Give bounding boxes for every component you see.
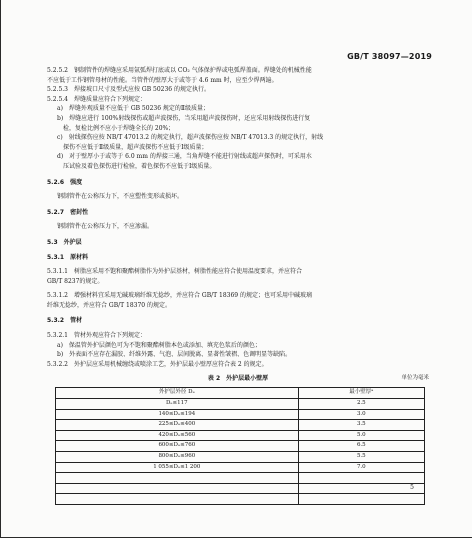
table-cell: 7.0 <box>298 462 424 473</box>
heading-5-2-7: 5.2.7 密封性 <box>47 208 89 216</box>
clause-5-3-1-1: 5.3.1.1 树脂应采用不饱和聚酯树脂作为外护层基材，树脂性能应符合使用温度要求，并应符合 <box>47 268 302 276</box>
min-wall-thickness-table <box>55 387 425 505</box>
table-cell <box>298 494 424 505</box>
table-row <box>56 473 425 484</box>
table-row <box>56 462 425 473</box>
clause-5-3-1-2: 5.3.1.2 增强材料宜采用无碱玻璃纤维无捻纱，并应符合 GB/T 18369 的规定；也可采用中碱玻璃 <box>47 292 313 300</box>
heading-5-3-2: 5.3.2 管材 <box>47 317 83 325</box>
table-cell: 5.5 <box>298 452 424 463</box>
table-row <box>56 441 425 452</box>
clause-5-2-6-text: 钢制管件在公称压力下，不应塑性变形或损坏。 <box>57 193 184 201</box>
table-cell: 1 055≤Dₑ≤1 200 <box>56 462 299 473</box>
table-cell <box>56 494 299 505</box>
heading-5-2-6: 5.2.6 强度 <box>47 178 83 186</box>
page-content <box>47 66 429 505</box>
table-cell: 5.0 <box>298 430 424 441</box>
table-cell: 225≤Dₑ≤400 <box>56 420 299 431</box>
table-cell: 6.5 <box>298 441 424 452</box>
clause-5-3-1-1-cont: GB/T 8237的规定。 <box>47 277 104 285</box>
table-row <box>56 409 425 420</box>
table-cell: 140≤Dₑ≤194 <box>56 409 299 420</box>
table-cell <box>298 473 424 484</box>
table-row <box>56 483 425 494</box>
clause-5-3-2-1: 5.3.2.1 管材外观应符合下列规定： <box>47 332 146 340</box>
table-row <box>56 452 425 463</box>
table-cell: Dₑ≤117 <box>56 399 299 410</box>
list-item-d: d) 对于壁厚小于或等于 6.0 mm 的焊接三通，当角焊缝不能进行射线或超声探伤时，可采用水 <box>57 153 312 161</box>
clause-5-2-5-3: 5.2.5.3 焊接坡口尺寸及型式应按 GB 50236 的规定执行。 <box>47 86 211 94</box>
list-item-b-defects: b) 外表面不应存在漏胶、纤维外露、气泡、层间脱离、显著性皱褶、色调明显等缺陷。 <box>57 351 292 359</box>
table-row <box>56 494 425 505</box>
table-caption <box>47 374 429 384</box>
table-cell: 800≤Dₑ≤960 <box>56 452 299 463</box>
table-cell: 600≤Dₑ≤760 <box>56 441 299 452</box>
list-item-c-cont: 探伤不应低于Ⅱ级质量，超声波探伤不应低于Ⅰ级质量； <box>63 143 208 151</box>
table-row <box>56 399 425 410</box>
table-row <box>56 420 425 431</box>
table-cell: 420≤Dₑ≤560 <box>56 430 299 441</box>
col-header-outer-diameter: 外护层外径 Dₑ <box>56 388 299 399</box>
clause-5-2-5-4: 5.2.5.4 焊缝质量应符合下列规定： <box>47 95 146 103</box>
list-item-b-cont: 检，复检比例不应小于焊缝全长的 20%； <box>63 124 175 132</box>
table-cell <box>298 483 424 494</box>
list-item-d-cont: 压试验及着色探伤进行检验，着色探伤不应低于Ⅰ级质量。 <box>63 162 216 170</box>
table-row <box>56 430 425 441</box>
table-cell: 3.0 <box>298 409 424 420</box>
table-cell <box>56 473 299 484</box>
list-item-c: c) 射线探伤应按 NB/T 47013.2 的规定执行，超声波探伤应按 NB/T 47013.3 的规定执行，射线 <box>57 134 324 142</box>
table-header-row <box>56 388 425 399</box>
table-cell: 3.5 <box>298 420 424 431</box>
clause-5-2-5-2-cont: 不应低于工作钢管母材的性能。当管件的壁厚大于或等于 4.6 mm 时，应至少焊两遍。 <box>47 76 278 84</box>
clause-5-3-1-2-cont: 纤维无捻纱，并应符合 GB/T 18370 的规定。 <box>47 301 172 309</box>
page-number: 5 <box>410 484 414 491</box>
list-item-b: b) 焊缝应进行 100%射线探伤或超声波探伤，当采用超声波探伤时，还应采用射线探伤进行复 <box>57 114 311 122</box>
clause-5-3-2-2: 5.3.2.2 外护层应采用机械缠绕或喷涂工艺，外护层最小壁厚应符合表 2 的规定。 <box>47 360 268 368</box>
col-header-min-thickness: 最小壁厚ᵃ <box>298 388 424 399</box>
table-title: 表 2 外护层最小壁厚 <box>207 375 269 383</box>
list-item-a: a) 焊缝外观质量不应低于 GB 50236 规定的Ⅱ级质量； <box>57 105 210 113</box>
standard-number: GB/T 38097—2019 <box>347 52 432 61</box>
heading-5-3-1: 5.3.1 原材料 <box>47 253 89 261</box>
clause-5-2-7-text: 钢制管件在公称压力下，不应渗漏。 <box>57 223 154 231</box>
clause-5-2-5-2: 5.2.5.2 钢制管件的焊缝应采用氩弧焊打底或以 CO₂ 气体保护焊或电弧焊盖面。焊缝处的机械性能 <box>47 67 312 74</box>
list-item-a-color: a) 保温管外护层颜色可为不饱和聚酯树脂本色或添加、填充色浆后的颜色； <box>57 341 261 349</box>
table-unit: 单位为毫米 <box>401 375 429 382</box>
heading-5-3: 5.3 外护层 <box>47 238 82 246</box>
table-cell: 2.5 <box>298 399 424 410</box>
table-cell <box>56 483 299 494</box>
